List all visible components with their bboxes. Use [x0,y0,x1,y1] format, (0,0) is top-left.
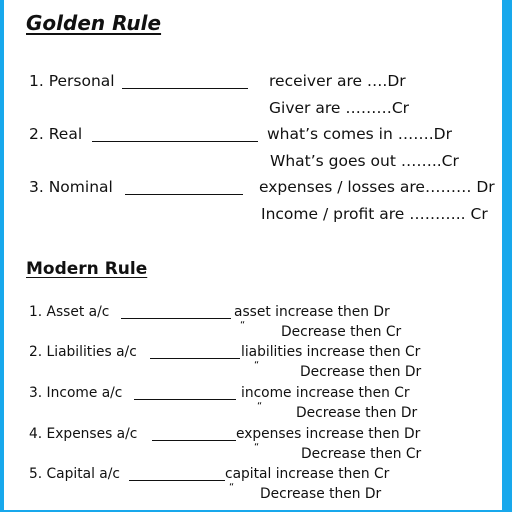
blank-line [125,194,243,195]
modern-rule-label: 1. Asset a/c [29,304,110,320]
golden-rule-title: Golden Rule [26,11,162,35]
blank-line [129,480,225,481]
golden-rule-label: 2. Real [29,125,83,143]
golden-rule-line: receiver are ….Dr [269,72,406,90]
modern-rule-line: expenses increase then Dr [236,426,421,442]
modern-rule-line: Decrease then Dr [260,486,382,502]
modern-rule-line: income increase then Cr [241,385,410,401]
golden-rule-label: 3. Nominal [29,178,113,196]
modern-rule-line: Decrease then Dr [296,405,418,421]
golden-rule-line: Income / profit are ……….. Cr [261,205,488,223]
modern-rule-line: Decrease then Cr [301,446,422,462]
ditto-mark: “ [240,320,246,331]
blank-line [122,88,248,89]
blank-line [134,399,236,400]
golden-rule-label: 1. Personal [29,72,115,90]
modern-rule-label: 4. Expenses a/c [29,426,138,442]
modern-rule-label: 5. Capital a/c [29,466,121,482]
ditto-mark: “ [257,401,263,412]
blank-line [152,440,236,441]
golden-rule-line: expenses / losses are……… Dr [259,178,495,196]
modern-rule-line: capital increase then Cr [225,466,390,482]
modern-rule-line: Decrease then Cr [281,324,402,340]
modern-rule-label: 2. Liabilities a/c [29,344,137,360]
blank-line [92,141,258,142]
blank-line [121,318,231,319]
blank-line [150,358,240,359]
modern-rule-label: 3. Income a/c [29,385,123,401]
modern-rule-line: liabilities increase then Cr [241,344,421,360]
golden-rule-line: What’s goes out ……..Cr [270,152,459,170]
document-page [4,0,502,510]
golden-rule-line: Giver are ………Cr [269,99,410,117]
ditto-mark: “ [229,482,235,493]
ditto-mark: “ [254,442,260,453]
modern-rule-line: asset increase then Dr [234,304,390,320]
modern-rule-title: Modern Rule [26,259,148,279]
golden-rule-line: what’s comes in …….Dr [267,125,452,143]
ditto-mark: “ [254,360,260,371]
modern-rule-line: Decrease then Dr [300,364,422,380]
